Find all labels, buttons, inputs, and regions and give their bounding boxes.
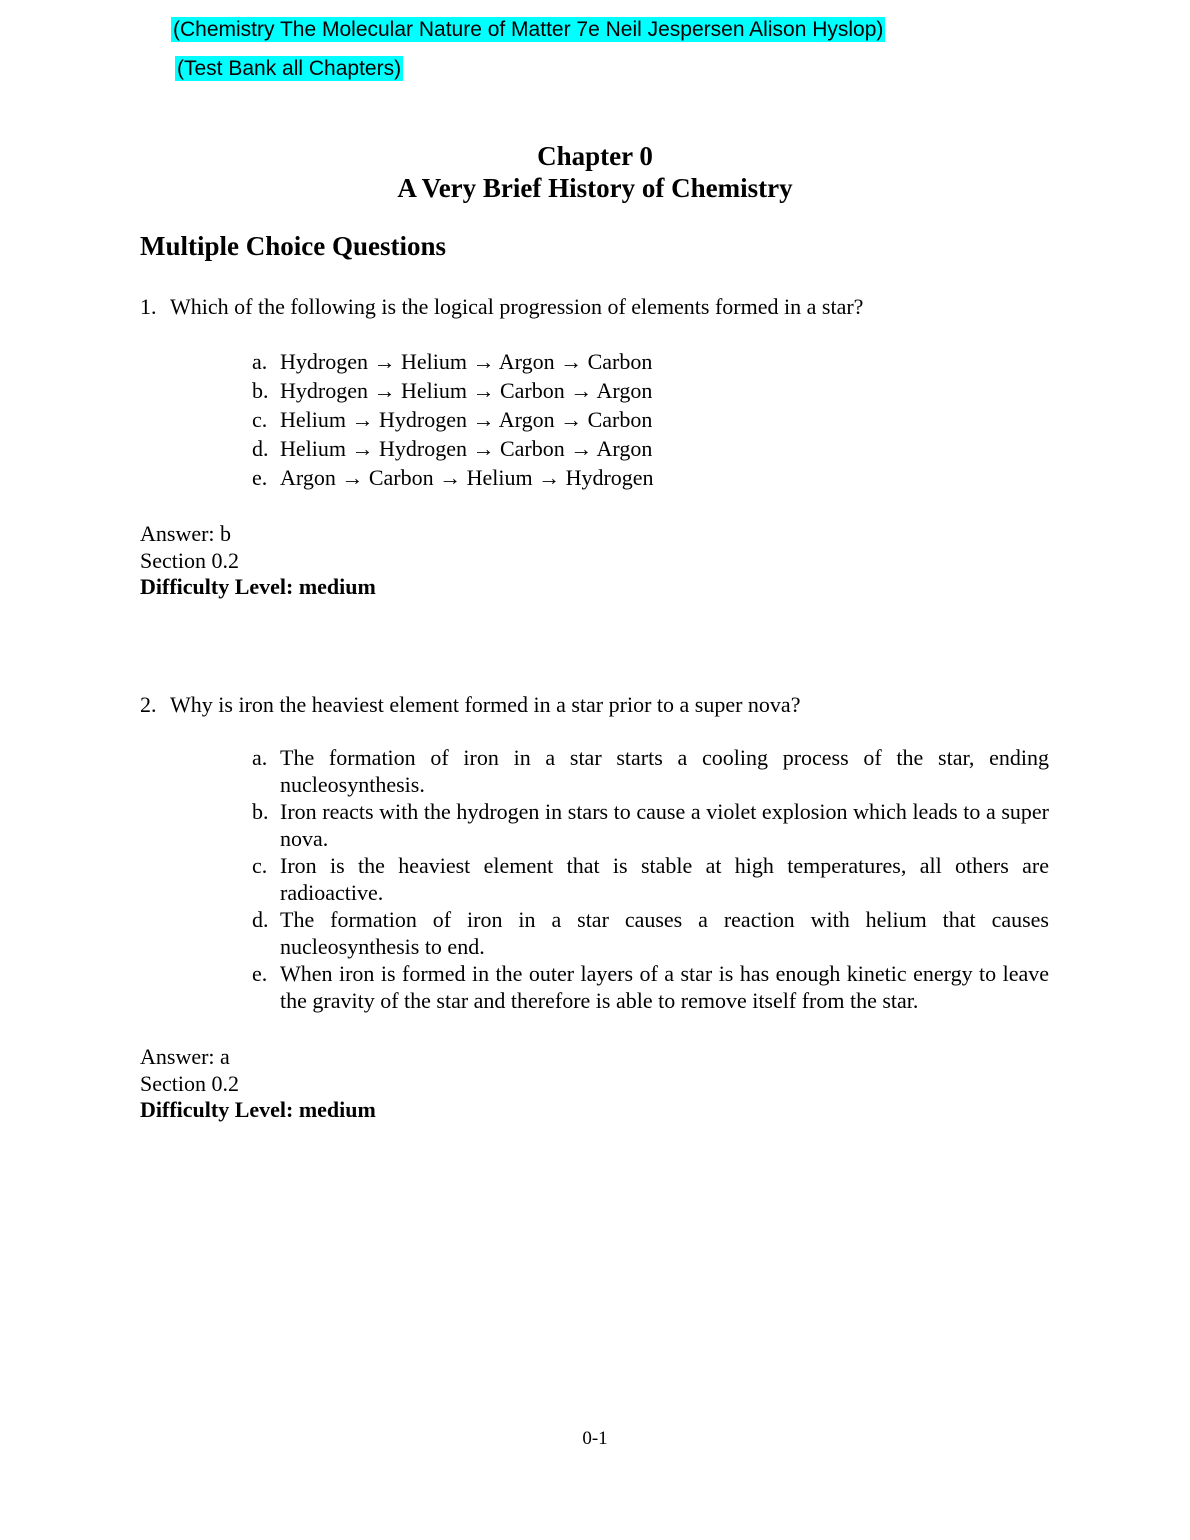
option-letter: a. [252,745,268,770]
question-number: 1. [140,294,157,319]
question-1 [140,293,863,320]
option-e [252,463,1049,492]
option-text: Helium → Hydrogen → Carbon → Argon [280,436,653,461]
option-d [252,906,1049,960]
section-reference: Section 0.2 [140,547,239,573]
option-letter: c. [252,407,268,432]
question-text: Which of the following is the logical progression of elements formed in a star? [170,294,864,319]
test-bank-banner: (Test Bank all Chapters) [177,57,402,80]
option-text: Hydrogen → Helium → Argon → Carbon [280,349,653,374]
option-letter: b. [252,378,269,403]
option-letter: b. [252,799,269,824]
option-letter: a. [252,349,268,374]
page-number: 0-1 [582,1428,608,1449]
option-text: The formation of iron in a star starts a cooling process of the star, ending nucleosynthesis. [280,745,1049,797]
option-text: Iron is the heaviest element that is stable at high temperatures, all others are radioactive. [280,853,1049,905]
option-b [252,798,1049,852]
question-text: Why is iron the heaviest element formed in a star prior to a super nova? [170,692,801,717]
question-number: 2. [140,692,157,717]
difficulty-level: Difficulty Level: medium [140,574,376,599]
option-text: Hydrogen → Helium → Carbon → Argon [280,378,653,403]
option-b [252,376,1049,405]
option-c [252,852,1049,906]
option-text: Helium → Hydrogen → Argon → Carbon [280,407,653,432]
option-text: The formation of iron in a star causes a reaction with helium that causes nucleosynthesis to end. [280,907,1049,959]
option-letter: d. [252,436,269,461]
question-2-answer-block [140,1044,376,1124]
option-letter: c. [252,853,268,878]
option-d [252,434,1049,463]
question-1-options [252,347,1049,492]
question-2 [140,691,800,718]
difficulty-level: Difficulty Level: medium [140,1097,376,1122]
answer-text: Answer: b [140,521,232,546]
option-letter: d. [252,907,269,932]
option-text: Iron reacts with the hydrogen in stars to cause a violet explosion which leads to a super nova. [280,799,1049,851]
option-letter: e. [252,465,268,490]
section-heading: Multiple Choice Questions [140,231,447,261]
chapter-number: Chapter 0 [537,141,653,171]
option-e [252,960,1049,1014]
option-a [252,744,1049,798]
chapter-title: A Very Brief History of Chemistry [397,173,793,203]
option-a [252,347,1049,376]
option-c [252,405,1049,434]
option-text: Argon → Carbon → Helium → Hydrogen [280,465,654,490]
option-letter: e. [252,961,268,986]
question-2-options [252,744,1049,1014]
book-title-banner: (Chemistry The Molecular Nature of Matter 7e Neil Jespersen Alison Hyslop) [173,18,884,41]
answer-text: Answer: a [140,1044,230,1069]
option-text: When iron is formed in the outer layers of a star is has enough kinetic energy to leave the gravity of the star and therefore is able to remove itself from the star. [280,961,1049,1013]
section-reference: Section 0.2 [140,1070,239,1096]
question-1-answer-block [140,521,376,601]
